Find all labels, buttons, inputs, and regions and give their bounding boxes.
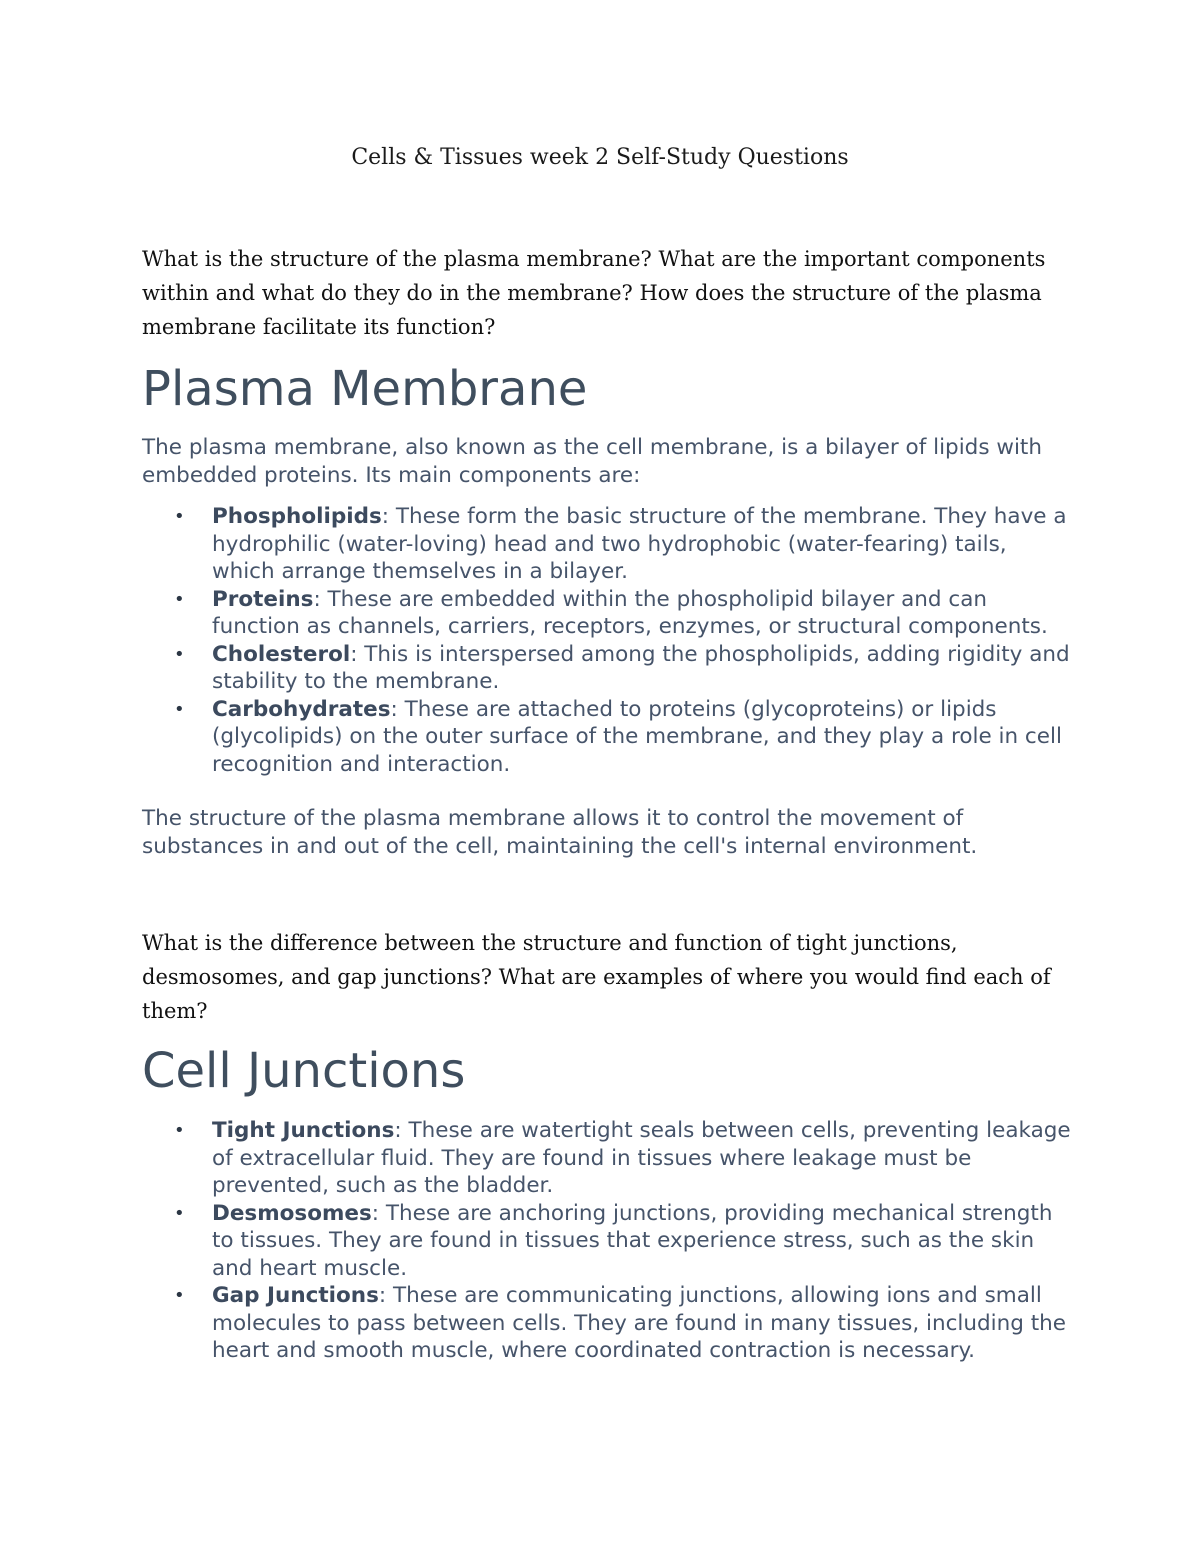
list-item-text: : These are attached to proteins (glycoproteins) or lipids (glycolipids) on the outer surface of the membrane, and they play a role in cell recognition and interaction. [212,696,1062,777]
heading-cell-junctions: Cell Junctions [142,1043,466,1099]
list-item-text: : These are embedded within the phospholipid bilayer and can function as channels, carriers, receptors, enzymes, or structural components. [212,586,1048,639]
bullet-icon: • [174,698,185,720]
intro-paragraph: The plasma membrane, also known as the cell membrane, is a bilayer of lipids with embedded proteins. Its main components are: [142,435,1042,488]
list-item-term: Gap Junctions [212,1283,379,1308]
cell-junctions-list [142,1117,1072,1365]
list-item-text: : These are anchoring junctions, providing mechanical strength to tissues. They are found in tissues that experience stress, such as the skin and heart muscle. [212,1200,1053,1281]
list-item-term: Phospholipids [212,504,382,529]
conclusion-paragraph: The structure of the plasma membrane allows it to control the movement of substances in and out of the cell, maintaining the cell's internal environment. [142,806,978,859]
list-item-term: Proteins [212,586,314,612]
list-item-text: : These are communicating junctions, allowing ions and small molecules to pass between cells. They are found in many tissues, including the heart and smooth muscle, where coordinated contraction is necessary. [212,1283,1067,1363]
bullet-icon: • [174,643,185,665]
list-item [142,1117,1072,1200]
document-title: Cells & Tissues week 2 Self-Study Questions [351,145,849,170]
bullet-icon: • [174,1120,185,1141]
bullet-icon: • [174,1202,185,1224]
list-item-text: : These form the basic structure of the membrane. They have a hydrophilic (water-loving) head and two hydrophobic (water-fearing) tails, which arrange themselves in a bilayer. [212,504,1067,584]
list-item [142,696,1072,779]
list-item [142,1282,1072,1365]
list-item-term: Cholesterol [212,641,351,667]
list-item-text: : This is interspersed among the phospholipids, adding rigidity and stability to the membrane. [212,641,1070,694]
list-item [142,641,1072,696]
list-item [142,1200,1072,1283]
heading-plasma-membrane: Plasma Membrane [142,361,588,417]
list-item-text: : These are watertight seals between cells, preventing leakage of extracellular fluid. They are found in tissues where leakage must be prevented, such as the bladder. [212,1118,1071,1198]
bullet-icon: • [174,588,185,610]
question-cell-junctions: What is the difference between the structure and function of tight junctions, desmosomes, and gap junctions? What are examples of where you would find each of them? [142,931,1051,1023]
bullet-icon: • [174,1285,185,1306]
bullet-icon: • [174,506,185,527]
list-item [142,503,1072,586]
question-plasma-membrane: What is the structure of the plasma membrane? What are the important components within and what do they do in the membrane? How does the structure of the plasma membrane facilitate its function? [142,247,1046,339]
list-item-term: Carbohydrates [212,696,391,722]
membrane-components-list [142,503,1072,778]
list-item [142,586,1072,641]
list-item-term: Tight Junctions [212,1118,395,1143]
list-item-term: Desmosomes [212,1200,372,1226]
